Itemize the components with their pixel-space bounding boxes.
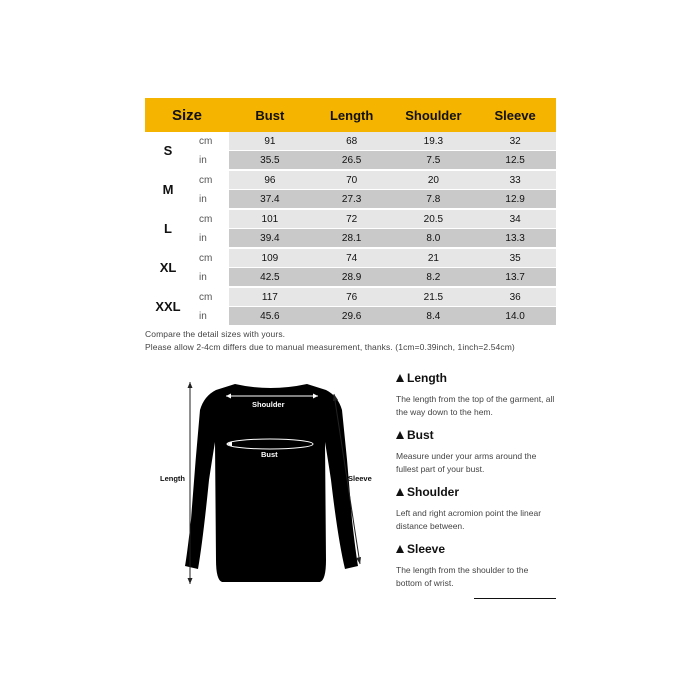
table-row xyxy=(191,288,556,307)
measurement-note: Please allow 2-4cm differs due to manual measurement, thanks. (1cm=0.39inch, 1inch=2.54cm) xyxy=(145,342,515,352)
cell-length: 72 xyxy=(311,210,393,228)
size-group-l xyxy=(145,210,556,249)
size-label: M xyxy=(145,171,191,208)
garment-diagram xyxy=(150,370,390,600)
table-row xyxy=(191,151,556,169)
cell-length: 70 xyxy=(311,171,393,189)
cell-sleeve: 33 xyxy=(474,171,556,189)
table-row xyxy=(191,171,556,190)
unit-label: cm xyxy=(191,288,229,306)
header-length: Length xyxy=(329,107,374,123)
unit-label: cm xyxy=(191,132,229,150)
unit-label: in xyxy=(191,229,229,247)
cell-bust: 96 xyxy=(229,171,311,189)
cell-shoulder: 21.5 xyxy=(393,288,475,306)
size-label: L xyxy=(145,210,191,247)
diagram-bust-label: Bust xyxy=(261,450,278,459)
cell-bust: 91 xyxy=(229,132,311,150)
shoulder-description xyxy=(396,485,556,533)
table-row xyxy=(191,268,556,286)
cell-sleeve: 12.5 xyxy=(474,151,556,169)
cell-length: 68 xyxy=(311,132,393,150)
header-size: Size xyxy=(171,106,202,124)
cell-bust: 101 xyxy=(229,210,311,228)
cell-sleeve: 13.7 xyxy=(474,268,556,286)
triangle-icon xyxy=(396,545,404,553)
compare-note: Compare the detail sizes with yours. xyxy=(145,329,286,339)
unit-label: in xyxy=(191,151,229,169)
sleeve-description xyxy=(396,542,556,590)
sleeve-text: The length from the shoulder to the bottom of wrist. xyxy=(396,565,529,588)
bust-description xyxy=(396,428,556,476)
cell-shoulder: 8.0 xyxy=(393,229,475,247)
sweater-shape xyxy=(185,384,358,582)
unit-label: cm xyxy=(191,171,229,189)
divider-line xyxy=(474,598,556,599)
size-chart-table xyxy=(145,98,556,327)
table-row xyxy=(191,249,556,268)
size-group-xl xyxy=(145,249,556,288)
header-sleeve: Sleeve xyxy=(494,107,536,123)
cell-length: 27.3 xyxy=(311,190,393,208)
unit-label: in xyxy=(191,268,229,286)
cell-sleeve: 34 xyxy=(474,210,556,228)
cell-bust: 45.6 xyxy=(229,307,311,325)
cell-shoulder: 20.5 xyxy=(393,210,475,228)
cell-sleeve: 12.9 xyxy=(474,190,556,208)
cell-bust: 37.4 xyxy=(229,190,311,208)
table-header xyxy=(145,98,556,132)
cell-bust: 35.5 xyxy=(229,151,311,169)
cell-length: 29.6 xyxy=(311,307,393,325)
table-row xyxy=(191,210,556,229)
cell-bust: 39.4 xyxy=(229,229,311,247)
cell-bust: 109 xyxy=(229,249,311,267)
bust-title: Bust xyxy=(407,428,434,442)
cell-length: 74 xyxy=(311,249,393,267)
header-bust: Bust xyxy=(255,107,285,123)
table-row xyxy=(191,190,556,208)
unit-label: cm xyxy=(191,210,229,228)
unit-label: cm xyxy=(191,249,229,267)
cell-sleeve: 35 xyxy=(474,249,556,267)
sleeve-title: Sleeve xyxy=(407,542,446,556)
triangle-icon xyxy=(396,374,404,382)
length-description xyxy=(396,371,556,419)
cell-sleeve: 36 xyxy=(474,288,556,306)
cell-shoulder: 7.8 xyxy=(393,190,475,208)
cell-shoulder: 8.2 xyxy=(393,268,475,286)
shoulder-text: Left and right acromion point the linear distance between. xyxy=(396,508,542,531)
unit-label: in xyxy=(191,307,229,325)
triangle-icon xyxy=(396,431,404,439)
cell-shoulder: 19.3 xyxy=(393,132,475,150)
cell-sleeve: 13.3 xyxy=(474,229,556,247)
length-title: Length xyxy=(407,371,447,385)
shoulder-title: Shoulder xyxy=(407,485,460,499)
cell-shoulder: 8.4 xyxy=(393,307,475,325)
diagram-length-label: Length xyxy=(160,474,185,483)
cell-shoulder: 7.5 xyxy=(393,151,475,169)
table-row xyxy=(191,229,556,247)
bust-text: Measure under your arms around the fullest part of your bust. xyxy=(396,451,537,474)
table-row xyxy=(191,307,556,325)
cell-bust: 42.5 xyxy=(229,268,311,286)
table-row xyxy=(191,132,556,151)
size-group-m xyxy=(145,171,556,210)
diagram-shoulder-label: Shoulder xyxy=(252,400,285,409)
size-label: XXL xyxy=(145,288,191,325)
cell-sleeve: 32 xyxy=(474,132,556,150)
cell-shoulder: 20 xyxy=(393,171,475,189)
cell-length: 28.1 xyxy=(311,229,393,247)
size-label: S xyxy=(145,132,191,169)
cell-sleeve: 14.0 xyxy=(474,307,556,325)
size-group-xxl xyxy=(145,288,556,327)
cell-bust: 117 xyxy=(229,288,311,306)
diagram-sleeve-label: Sleeve xyxy=(348,474,372,483)
cell-length: 76 xyxy=(311,288,393,306)
unit-label: in xyxy=(191,190,229,208)
header-shoulder: Shoulder xyxy=(405,107,462,123)
size-group-s xyxy=(145,132,556,171)
cell-shoulder: 21 xyxy=(393,249,475,267)
cell-length: 28.9 xyxy=(311,268,393,286)
cell-length: 26.5 xyxy=(311,151,393,169)
triangle-icon xyxy=(396,488,404,496)
length-text: The length from the top of the garment, all the way down to the hem. xyxy=(396,394,555,417)
size-label: XL xyxy=(145,249,191,286)
